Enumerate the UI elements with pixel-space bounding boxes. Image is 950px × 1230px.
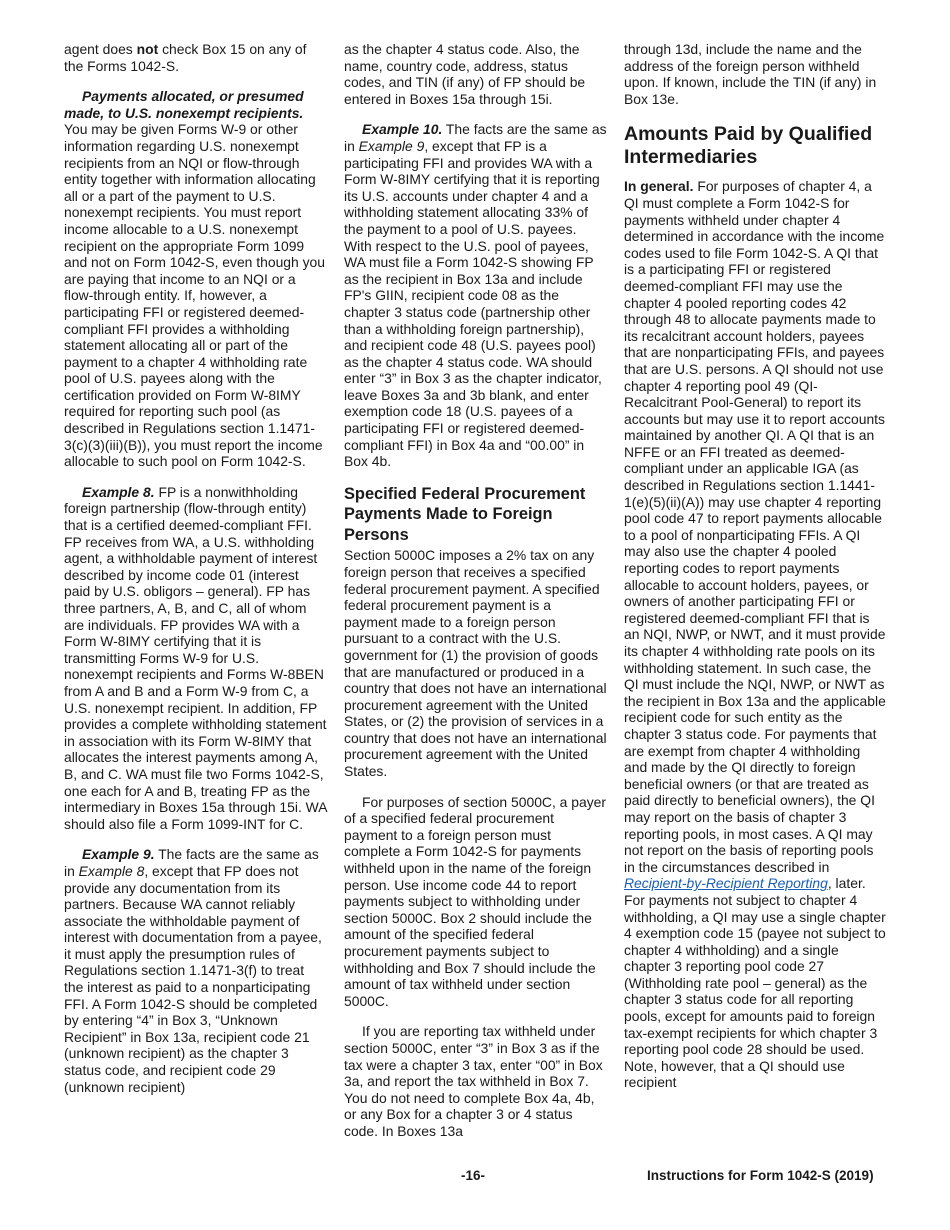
recipient-by-recipient-link[interactable]: Recipient-by-Recipient Reporting bbox=[624, 875, 828, 892]
run-in-heading: In general. bbox=[624, 178, 694, 195]
emphasis-not: not bbox=[136, 41, 159, 57]
column-middle bbox=[344, 41, 607, 1154]
section-heading-procurement: Specified Federal Procurement Payments Made to Foreign Persons bbox=[344, 484, 586, 544]
run-in-heading: Example 9. bbox=[82, 846, 155, 863]
paragraph: through 13d, include the name and the address of the foreign person withheld upon. If known, include the TIN (if any) in Box 13e. bbox=[624, 41, 877, 107]
paragraph-example-9: Example 9. The facts are the same as in Example 8, except that FP does not provide any documentation from its partners. Because WA cannot reliably associate the withholdable payment of interest with documentation from a payee, it must apply the presumption rules of Regulations section 1.1471-3(f) to treat the interest as paid to a nonparticipating FFI. A Form 1042-S should be completed by entering “4” in Box 3, “Unknown Recipient” in Box 13a, recipient code 21 (unknown recipient) as the chapter 3 status code, and recipient code 29 (unknown recipient) bbox=[64, 846, 322, 1095]
run-in-heading: Example 8. bbox=[82, 483, 155, 500]
paragraph: If you are reporting tax withheld under section 5000C, enter “3” in Box 3 as if the tax were a chapter 3 tax, enter “00” in Box 3a, and report the tax withheld in Box 7. You do not need to complete Box 4a, 4b, or any Box for a chapter 3 or 4 status code. In Boxes 13a bbox=[344, 1023, 603, 1139]
example-reference: Example 8 bbox=[78, 862, 145, 879]
paragraph: as the chapter 4 status code. Also, the name, country code, address, status codes, and TIN (if any) of FP should be entered in Boxes 15a through 15i. bbox=[344, 41, 586, 107]
paragraph-example-8: Example 8. FP is a nonwithholding foreign partnership (flow-through entity) that is a certified deemed-compliant FFI. FP receives from WA, a U.S. withholding agent, a withholdable payment of interest described by income code 01 (interest paid by U.S. obligors – general). FP has three partners, A, B, and C, all of whom are individuals. FP provides WA with a Form W-8IMY certifying that it is transmitting Forms W-9 for U.S. nonexempt recipients and Forms W-8BEN from A and B and a Form W-9 from C, a U.S. nonexempt recipient. In addition, FP provides a complete withholding statement in association with its Form W-8IMY that allocates the interest payments among A, B, and C. WA must file two Forms 1042-S, one each for A and B, treating FP as the intermediary in Boxes 15a through 15i. WA should also file a Form 1099-INT for C. bbox=[64, 483, 327, 832]
example-reference: Example 9 bbox=[358, 137, 425, 154]
paragraph: agent does not check Box 15 on any of the Forms 1042-S. bbox=[64, 41, 307, 74]
run-in-heading: Payments allocated, or presumed made, to U.S. nonexempt recipients. bbox=[64, 88, 304, 121]
paragraph-in-general: In general. For purposes of chapter 4, a QI must complete a Form 1042-S for payments withheld under chapter 4 determined in accordance with the income codes used to file Form 1042-S. A QI that is a participating FFI or registered deemed-compliant FFI may use the chapter 4 pooled reporting codes 42 through 48 to allocate payments made to its recalcitrant account holders, payees that are nonparticipating FFIs, and payees that are U.S. persons. A QI should not use chapter 4 reporting pool 49 (QI-Recalcitrant Pool-General) to report its accounts but may use it to report accounts maintained by another QI. A QI that is an NFFE or an FFI treated as deemed-compliant under an applicable IGA (as described in Regulations section 1.1441-1(e)(5)(ii)(A)) may use chapter 4 reporting pool code 47 to report payments allocable to a pool of nonparticipating FFIs. A QI may also use the chapter 4 pooled reporting codes to report payments allocable to account holders, payees, or owners of another participating FFI or registered deemed-compliant FFI that is an NQI, NWP, or NWT, and it must provide its chapter 4 withholding rate pools on its withholding statement. In such case, the QI must include the NQI, NWP, or NWT as the recipient in Box 13a and the applicable recipient code for such entity as the chapter 3 status code. For payments that are exempt from chapter 4 withholding and made by the QI directly to foreign beneficial owners (or that are treated as paid directly to beneficial owners), the QI may report on the basis of chapter 3 reporting pools, in most cases. A QI may not report on the basis of reporting pools in the circumstances described in Recipient-by-Recipient Reporting, later. For payments not subject to chapter 4 withholding, a QI may use a single chapter 4 exemption code 15 (payee not subject to chapter 4 withholding) and a single chapter 3 reporting pool code 27 (Withholding rate pool – general) as the chapter 3 status code for all reporting pools, except for amounts paid to foreign tax-exempt recipients for which chapter 3 reporting pool code 28 should be used. Note, however, that a QI should use recipient bbox=[624, 178, 886, 1091]
paragraph-payments-allocated: Payments allocated, or presumed made, to U.S. nonexempt recipients. You may be given Forms W-9 or other information regarding U.S. nonexempt recipients from an NQI or flow-through entity together with information allocating all or a part of the payment to U.S. nonexempt recipients. You must report income allocable to a U.S. nonexempt recipient on the appropriate Form 1099 and not on Form 1042-S, even though you are paying that income to an NQI or a flow-through entity. If, however, a participating FFI or registered deemed-compliant FFI provides a withholding statement allocating all or part of the payment to a chapter 4 withholding rate pool of U.S. payees along with the certification provided on Form W-8IMY required for reporting such pool (as described in Regulations section 1.1471-3(c)(3)(iii)(B)), you must report the income allocable to such pool on Form 1042-S. bbox=[64, 88, 326, 470]
page-number: -16- bbox=[461, 1168, 486, 1183]
paragraph: For purposes of section 5000C, a payer of a specified federal procurement payment to a foreign person must complete a Form 1042-S for payments withheld upon in the name of the foreign person. Use income code 44 to report payments subject to withholding under section 5000C. Box 2 should include the amount of the specified federal procurement payments subject to withholding and Box 7 should include the amount of tax withheld under section 5000C. bbox=[344, 793, 606, 1009]
footer-form-title: Instructions for Form 1042-S (2019) bbox=[647, 1168, 874, 1183]
column-right bbox=[624, 41, 887, 1105]
paragraph: Section 5000C imposes a 2% tax on any foreign person that receives a specified federal procurement payment. A specified federal procurement payment is a payment made to a foreign person pursuant to a contract with the U.S. government for (1) the provision of goods that are manufactured or produced in a country that does not have an international procurement agreement with the United States, or (2) the provision of services in a country that does not have an international procurement agreement with the United States. bbox=[344, 547, 607, 780]
run-in-heading: Example 10. bbox=[362, 121, 443, 138]
paragraph-example-10: Example 10. The facts are the same as in Example 9, except that FP is a participating FFI and provides WA with a Form W-8IMY certifying that it is reporting its U.S. accounts under chapter 4 and a withholding statement allocating 33% of the payment to a pool of U.S. payees. With respect to the U.S. pool of payees, WA must file a Form 1042-S showing FP as the recipient in Box 13a and include FP's GIIN, recipient code 08 as the chapter 3 status code (partnership other than a withholding foreign partnership), and recipient code 48 (U.S. payees pool) as the chapter 4 status code. WA should enter “3” in Box 3 as the chapter indicator, leave Boxes 3a and 3b blank, and enter exemption code 18 (U.S. payees of a participating FFI or registered deemed-compliant FFI) in Box 4a and “00.00” in Box 4b. bbox=[344, 121, 607, 470]
section-heading-qualified-intermediaries: Amounts Paid by Qualified Intermediaries bbox=[624, 123, 873, 168]
column-left bbox=[64, 41, 327, 1109]
